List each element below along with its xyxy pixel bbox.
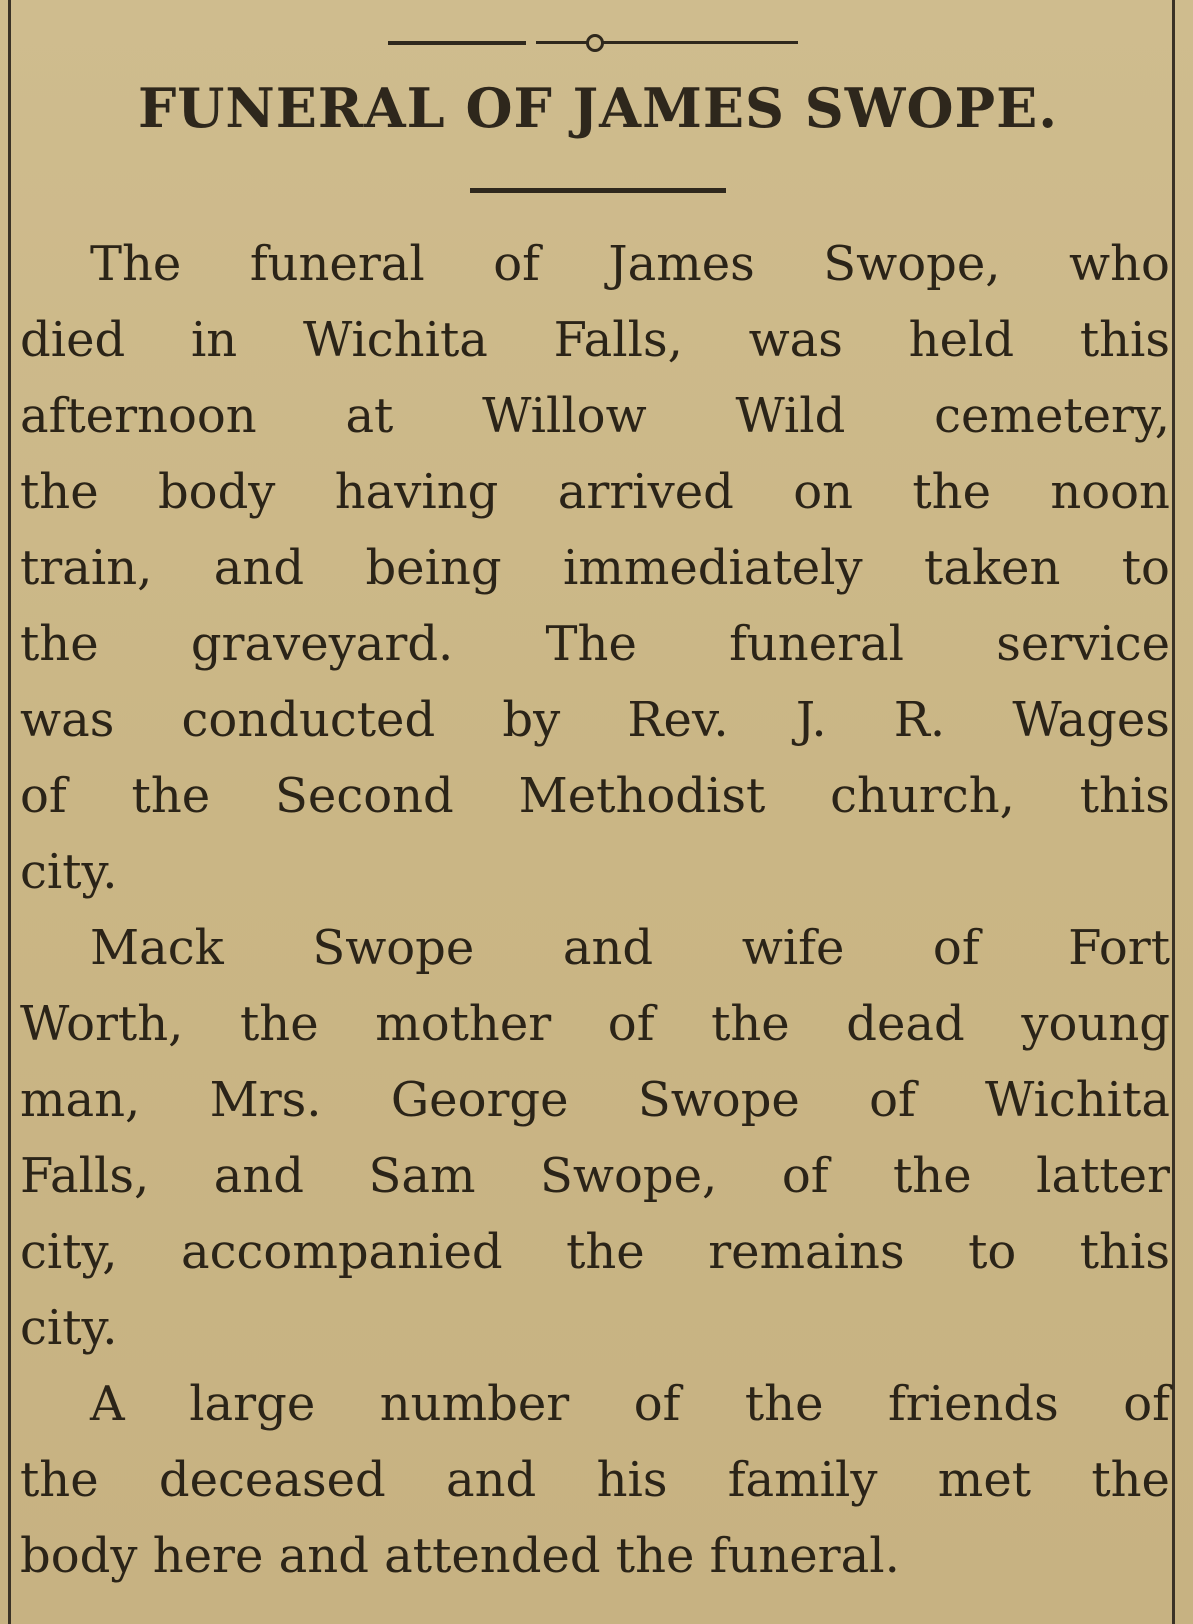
text-line: city. xyxy=(20,1300,118,1356)
text-line: city, accompanied the remains to this xyxy=(20,1224,1170,1280)
text-line: died in Wichita Falls, was held this xyxy=(20,312,1170,368)
text-line: Mack Swope and wife of Fort xyxy=(90,920,1170,976)
text-line: the graveyard. The funeral service xyxy=(20,616,1170,672)
paragraph xyxy=(20,1366,1170,1594)
ornament-line-right xyxy=(536,41,798,44)
text-line: body here and attended the funeral. xyxy=(20,1528,900,1584)
headline-rule xyxy=(470,188,726,193)
text-line: Falls, and Sam Swope, of the latter xyxy=(20,1148,1170,1204)
paragraph xyxy=(20,910,1170,1366)
top-ornament-rule xyxy=(388,30,798,56)
text-line: was conducted by Rev. J. R. Wages xyxy=(20,692,1170,748)
ornament-line-left xyxy=(388,41,526,45)
column-rule-left xyxy=(8,0,11,1624)
text-line: of the Second Methodist church, this xyxy=(20,768,1170,824)
text-line: A large number of the friends of xyxy=(90,1376,1170,1432)
article-body xyxy=(20,226,1170,1594)
paragraph xyxy=(20,226,1170,910)
ornament-circle xyxy=(586,34,604,52)
headline: FUNERAL OF JAMES SWOPE. xyxy=(137,76,1059,140)
text-line: afternoon at Willow Wild cemetery, xyxy=(20,388,1170,444)
text-line: city. xyxy=(20,844,118,900)
text-line: The funeral of James Swope, who xyxy=(90,236,1170,292)
text-line: the deceased and his family met the xyxy=(20,1452,1170,1508)
column-rule-right xyxy=(1172,0,1175,1624)
text-line: Worth, the mother of the dead young xyxy=(20,996,1170,1052)
text-line: man, Mrs. George Swope of Wichita xyxy=(20,1072,1170,1128)
text-line: the body having arrived on the noon xyxy=(20,464,1170,520)
text-line: train, and being immediately taken to xyxy=(20,540,1170,596)
